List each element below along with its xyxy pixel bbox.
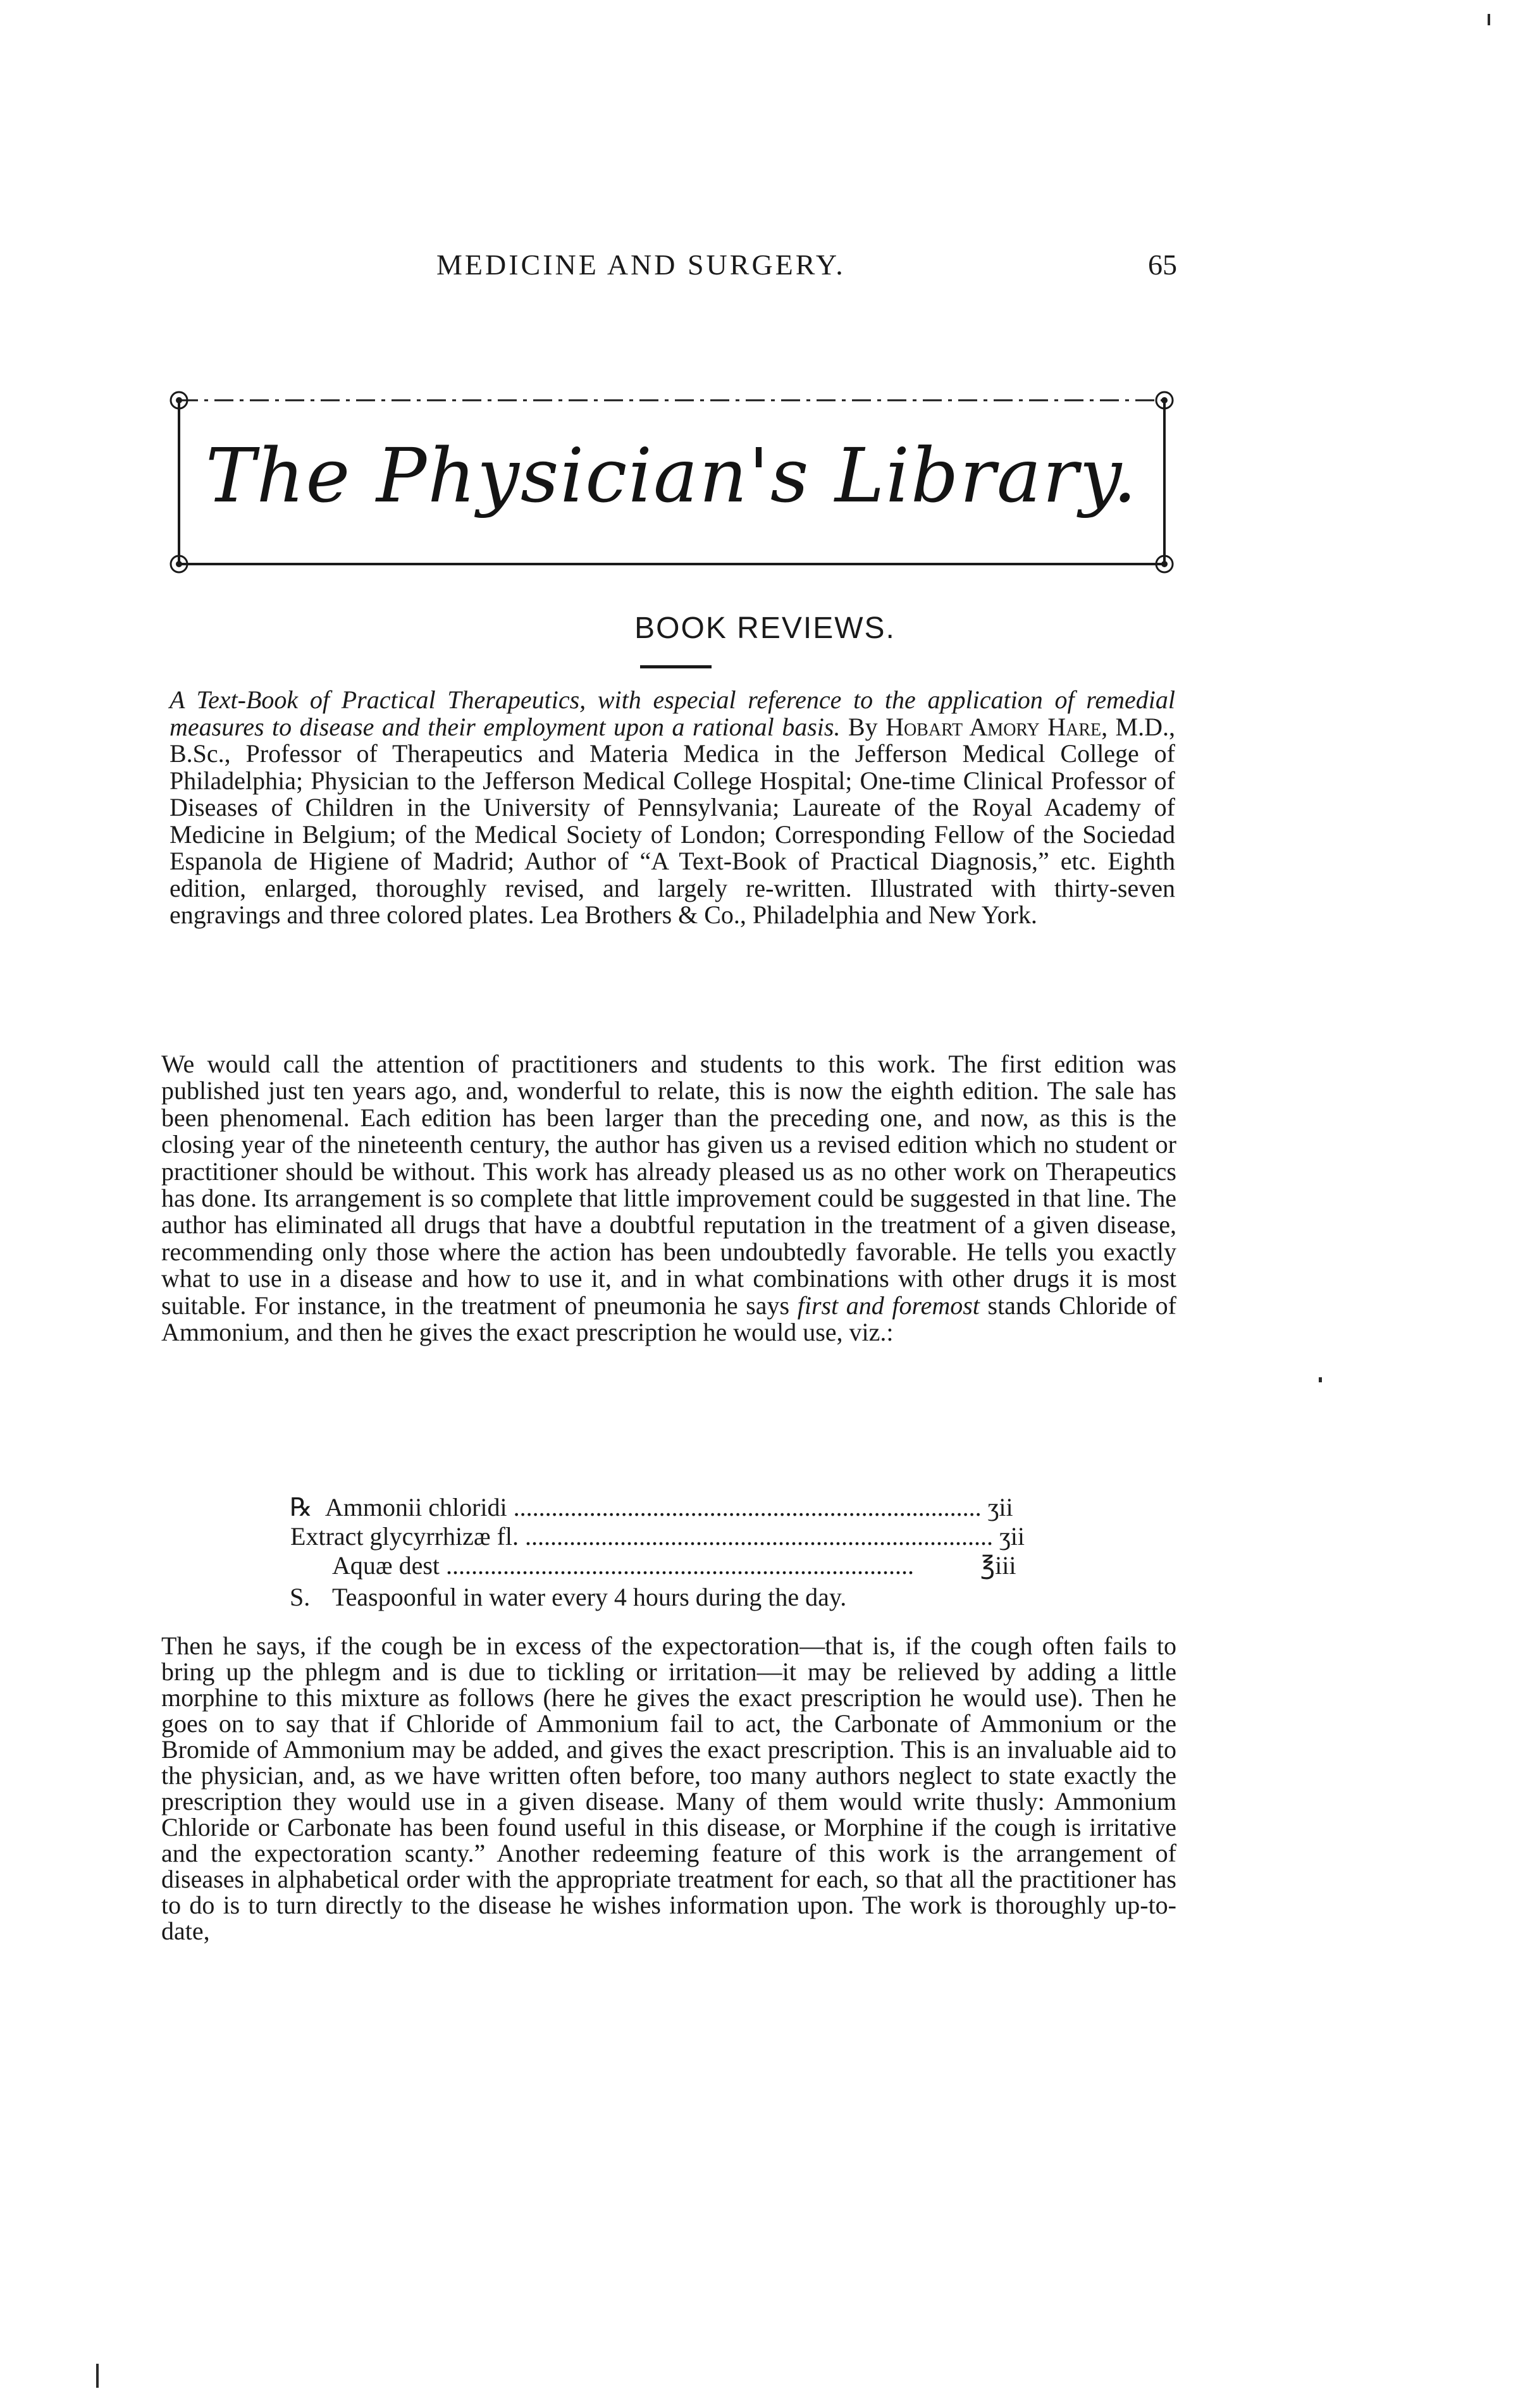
signa-label: S. (290, 1583, 311, 1611)
paragraph-text: We would call the attention of practitioners and students to this work. The first edition was published just ten years ago, and, wonderful to relate, this is now the eighth edition. The sale has been phenomenal. Each edition has been larger than the preceding one, and now, as this is the closing year of the nineteenth century, the author has given us a revised edition which no student or practitioner should be without. This work has already pleased us as no other work on Therapeutics has done. Its arrangement is so complete that little improvement could be suggested in that line. The author has eliminated all drugs that have a doubtful reputation in the treatment of a given disease, recommending only those where the action has been undoubtedly favorable. He tells you exactly what to use in a disease and how to use it, and in what combinations with other drugs it is most suitable. For instance, in the treatment of pneumonia he says (161, 1050, 1176, 1320)
section-banner (168, 388, 1176, 577)
prescription-row (290, 1551, 1025, 1580)
running-head: MEDICINE AND SURGERY. (436, 249, 846, 281)
signa-text: Teaspoonful in water every 4 hours during the day. (332, 1583, 847, 1611)
recipe-symbol: ℞ (290, 1493, 312, 1521)
dot-leader: .......................................................................... (513, 1493, 982, 1521)
review-paragraph (161, 1051, 1176, 1346)
ingredient-name: Ammonii chloridi (324, 1493, 507, 1521)
citation-details: , M.D., B.Sc., Professor of Therapeutics and Materia Medica in the Jefferson Medical College of Philadelphia; Physician to the Jefferson Medical College Hospital; One-time Clinical Professor of Diseases of Children in the University of Pennsylvania; Laureate of the Royal Academy of Medicine in Belgium; of the Medical Society of London; Corresponding Fellow of the Sociedad Espanola de Higiene of Madrid; Author of “A Text-Book of Practical Diagnosis,” etc. Eighth edition, enlarged, thoroughly revised, and largely re-written. Illustrated with thirty-seven engravings and three colored plates. Lea Brothers & Co., Philadelphia and New York. (170, 712, 1176, 929)
page-number: 65 (1148, 249, 1177, 281)
by-word: By (840, 712, 886, 741)
prescription-row (290, 1521, 1025, 1551)
print-speck (1488, 14, 1490, 25)
ingredient-dose: ʒii (999, 1522, 1025, 1551)
print-speck (96, 2364, 99, 2388)
review-paragraph: Then he says, if the cough be in excess of the expectoration—that is, if the cough often fails to bring up the phlegm and is due to tickling or irritation—it may be relieved by adding a little morphine to this mixture as follows (here he gives the exact prescription he would use). Then he goes on to say that if Chloride of Ammonium fail to act, the Carbonate of Ammonium or the Bromide of Ammonium may be added, and gives the exact prescription. This is an invaluable aid to the physician, and, as we have written often before, too many authors neglect to state exactly the prescription they would use in a given disease. Many of them would write thusly: Ammonium Chloride or Carbonate has been found useful in this disease, or Morphine if the cough is irritative and the expectoration scanty.” Another redeeming feature of this work is the arrangement of diseases in alphabetical order with the appropriate treatment for each, so that all the practitioner has to do is to turn directly to the disease he wishes information upon. The work is thoroughly up-to-date, (161, 1631, 1176, 1945)
prescription (290, 1492, 1025, 1580)
dot-leader: .......................................................................... (446, 1551, 914, 1580)
signa-line (290, 1582, 846, 1612)
book-title: A Text-Book of Practical Therapeutics, with especial reference to the application of remedial measures to disease and their employment upon a rational basis. (170, 685, 1175, 741)
ingredient-dose: ʒii (987, 1493, 1013, 1521)
author-name: Hobart Amory Hare (885, 712, 1102, 741)
ingredient-name: Aquæ dest (332, 1551, 440, 1580)
section-heading: BOOK REVIEWS. (634, 611, 896, 645)
print-speck (1319, 1377, 1322, 1382)
banner-title: The Physician's Library. (205, 432, 1138, 519)
prescription-row (290, 1492, 1025, 1521)
heading-rule (640, 665, 712, 668)
ingredient-name: Extract glycyrrhizæ fl. (290, 1522, 519, 1551)
emphasis-text: first and foremost (797, 1291, 980, 1320)
paragraph-text: stands Chloride of Ammonium, and then he gives the exact prescription he would use, viz.: (161, 1291, 1176, 1347)
dot-leader: .......................................................................... (525, 1522, 994, 1551)
review-citation (170, 687, 1175, 929)
ingredient-dose: ℥iii (980, 1551, 1016, 1580)
